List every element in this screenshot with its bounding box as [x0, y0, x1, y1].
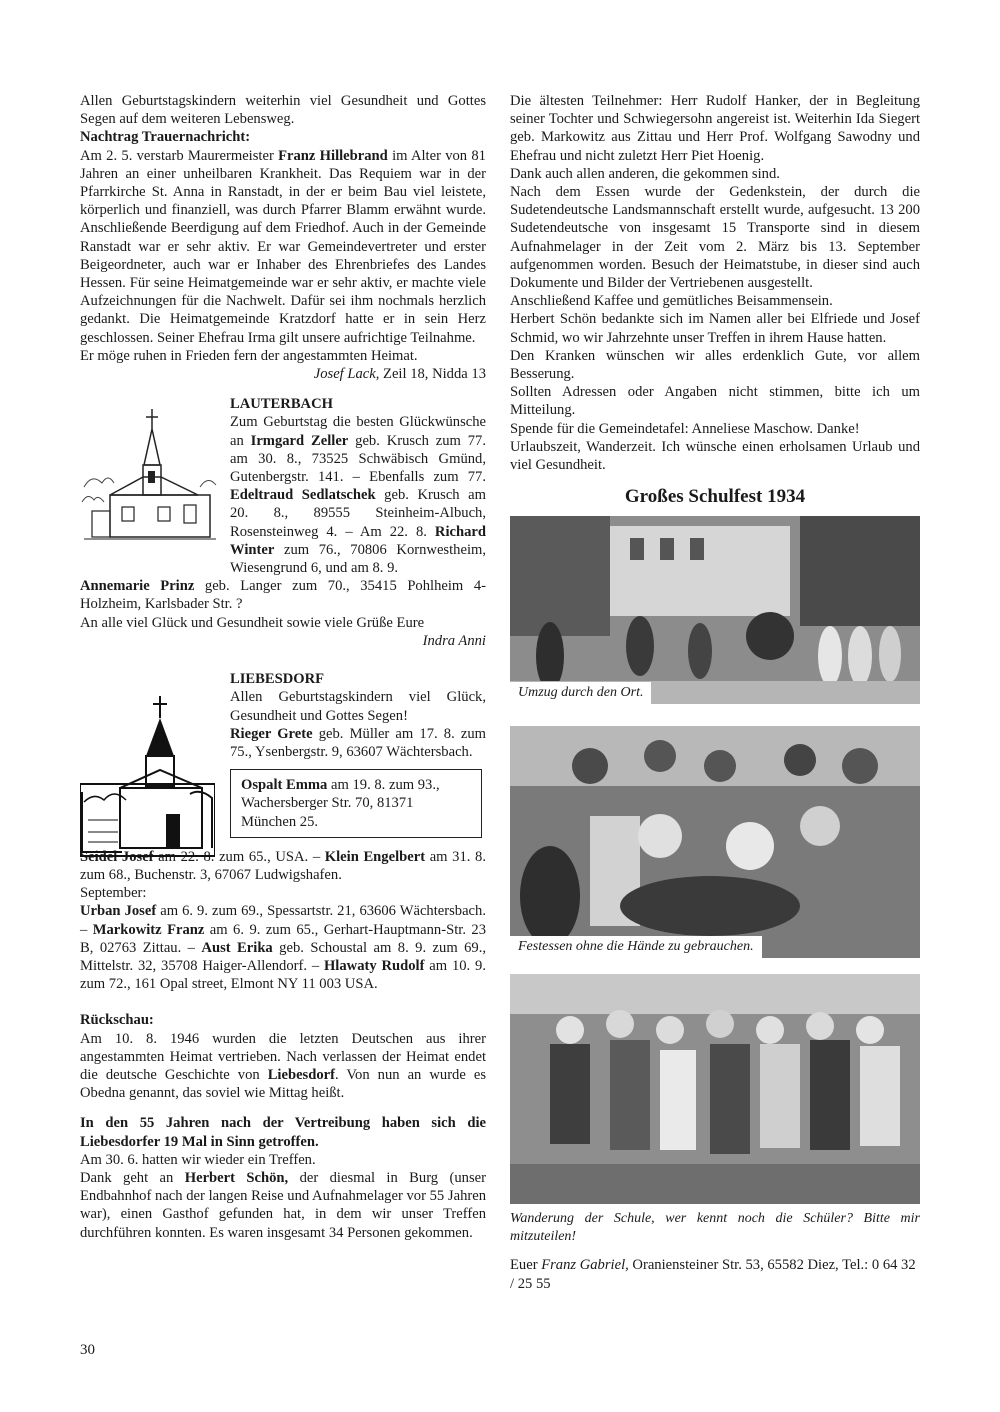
lauterbach-close: An alle viel Glück und Gesundheit sowie viele Grüße Eure	[80, 614, 425, 631]
photo-hike	[510, 974, 920, 1204]
right-p2: Dank auch allen anderen, die gekommen sind.	[510, 165, 780, 182]
highlight-box-text: Ospalt Emma am 19. 8. zum 93., Wachersberger Str. 70, 81371 München 25.	[241, 777, 440, 830]
signature-anni: Indra Anni	[422, 632, 486, 649]
caption-feast: Festessen ohne die Hände zu gebrauchen.	[510, 936, 762, 958]
photo-parade	[510, 516, 920, 704]
lauterbach-chapel-drawing	[80, 407, 220, 557]
september-text: Urban Josef am 6. 9. zum 69., Spessartstr. 21, 63606 Wächtersbach. – Markowitz Franz am 6. 9. zum 65., Gerhart-Hauptmann-Str. 23 B, 02763 Zittau. – Aust Erika geb. Schoustal am 8. 9. zum 69., Mittelstr. 32, 35708 Haiger-Allendorf. – Hlawaty Rudolf am 10. 9. zum 72., 161 Opal street, Elmont NY 11 003 USA.	[80, 903, 486, 993]
final-signature: Euer Franz Gabriel, Oraniensteiner Str. 53, 65582 Diez, Tel.: 0 64 32 / 25 55	[510, 1257, 916, 1292]
liebesdorf-church-drawing	[80, 692, 215, 860]
page-number: 30	[80, 1342, 95, 1358]
lauterbach-section	[80, 395, 486, 650]
liebesdorf-intro: Allen Geburtstagskindern viel Glück, Gesundheit und Gottes Segen!	[230, 689, 486, 724]
photo-feast	[510, 726, 920, 958]
right-p9: Urlaubszeit, Wanderzeit. Ich wünsche einen erholsamen Urlaub und viel Gesundheit.	[510, 438, 920, 474]
signature-lack: Josef Lack, Zeil 18, Nidda 13	[313, 366, 486, 383]
nachtrag-heading: Nachtrag Trauernachricht:	[80, 129, 251, 146]
liebesdorf-section	[80, 670, 486, 993]
schulfest-title: Großes Schulfest 1934	[624, 486, 806, 508]
lauterbach-text-cont: Annemarie Prinz geb. Langer zum 70., 35415 Pohlheim 4-Holzheim, Karlsbader Str. ?	[80, 578, 486, 613]
lauterbach-heading: LAUTERBACH	[230, 396, 333, 413]
left-column	[80, 92, 486, 1242]
highlight-box	[230, 769, 482, 838]
right-column	[510, 92, 920, 1293]
years-heading: In den 55 Jahren nach der Vertreibung haben sich die Liebesdorfer 19 Mal in Sinn getroffen.	[80, 1115, 486, 1150]
birthday-wishes: Allen Geburtstagskindern weiterhin viel Gesundheit und Gottes Segen auf dem weiteren Lebensweg.	[80, 93, 486, 128]
liebesdorf-heading: LIEBESDORF	[230, 671, 325, 688]
right-p1: Die ältesten Teilnehmer: Herr Rudolf Hanker, der in Begleitung seiner Tochter und Schwiegersohn angereist ist. Weiterhin Ida Siegert geb. Markowitz aus Zittau und Herr Prof. Wolfgang Sawodny und Ehefrau und nicht zuletzt Herr Piet Hoenig.	[510, 93, 920, 164]
right-p8: Spende für die Gemeindetafel: Anneliese Maschow. Danke!	[510, 420, 860, 437]
right-p3: Nach dem Essen wurde der Gedenkstein, der durch die Sudetendeutsche Landsmannschaft erstellt wurde, aufgesucht. 13 200 Sudetendeutsche von insgesamt 15 Transporte sind in diesem Aufnahmelager in der Zeit vom 2. März bis 13. September aufgenommen worden. Besuch der Heimatstube, in dieser sind auch Dokumente und Bilder der Vertriebenen ausgestellt.	[510, 184, 920, 292]
caption-hike: Wanderung der Schule, wer kennt noch die Schüler? Bitte mir mitzuteilen!	[510, 1211, 920, 1245]
nachtrag-text: Am 2. 5. verstarb Maurermeister Franz Hillebrand im Alter von 81 Jahren an einer unheilbaren Krankheit. Das Requiem war in der Pfarrkirche St. Anna in Ranstadt, in der er beim Bau viel leistete, körperlich und finanziell, was durch Pfarrer Blamm erwähnt wurde. Anschließende Beerdigung auf dem Friedhof. Auch in der Gemeinde Ranstadt war er sehr aktiv. Er war Gemeindevertreter und erster Beigeordneter, auch war er Inhaber des Ehrenbriefes des Landes Hessen. Für seine Heimatgemeinde war er sehr aktiv, er machte viele Aufzeichnungen für die Nachwelt. Dafür sei ihm nochmals herzlich gedankt. Die Heimatgemeinde Kratzdorf hatte er in sein Herz geschlossen. Seiner Ehefrau Irma gilt unsere aufrichtige Teilnahme.	[80, 147, 486, 346]
right-p7: Sollten Adressen oder Angaben nicht stimmen, bitte ich um Mitteilung.	[510, 384, 920, 419]
liebesdorf-text-cont: Seidel Josef am 22. 8. zum 65., USA. – Klein Engelbert am 31. 8. zum 68., Buchenstr. 3, 67067 Ludwigshafen.	[80, 848, 486, 883]
right-p6: Den Kranken wünschen wir alles erdenklich Gute, vor allem Besserung.	[510, 347, 920, 383]
right-p5: Herbert Schön bedankte sich im Namen aller bei Elfriede und Josef Schmid, wo wir Jahrzehnte unser Treffen in ihrem Hause hatten.	[510, 311, 920, 346]
nachtrag-close: Er möge ruhen in Frieden fern der angestammten Heimat.	[80, 347, 418, 364]
years-text: Am 30. 6. hatten wir wieder ein Treffen.	[80, 1151, 316, 1168]
liebesdorf-text: Rieger Grete geb. Müller am 17. 8. zum 75., Ysenbergstr. 9, 63607 Wächtersbach.	[230, 725, 486, 760]
lauterbach-text: Zum Geburtstag die besten Glückwünsche an Irmgard Zeller geb. Krusch zum 77. am 30. 8., 73525 Schwäbisch Gmünd, Gutenbergstr. 141. – Ebenfalls zum 77. Edeltraud Sedlatschek geb. Krusch am 20. 8., 89555 Steinheim-Albuch, Rosensteinweg 4. – Am 22. 8. Richard Winter zum 76., 70806 Kornwestheim, Wiesengrund 6, und am 8. 9.	[230, 414, 486, 577]
september-label: September:	[80, 885, 147, 902]
dank-text: Dank geht an Herbert Schön, der diesmal in Burg (unser Endbahnhof nach der langen Reise und Aufnahmelager vor 55 Jahren war), einen Gasthof gefunden hat, in dem wir unser Treffen durchführen konnten. Es waren insgesamt 34 Personen gekommen.	[80, 1169, 486, 1241]
rueckschau-text: Am 10. 8. 1946 wurden die letzten Deutschen aus ihrer angestammten Heimat vertrieben. Nach verlassen der Heimat endet die deutsche Geschichte von Liebesdorf. Von nun an wurde es Obedna genannt, das soviel wie Mittag heißt.	[80, 1030, 487, 1102]
right-p4: Anschließend Kaffee und gemütliches Beisammensein.	[510, 293, 833, 310]
rueckschau-heading: Rückschau:	[80, 1012, 154, 1029]
caption-parade: Umzug durch den Ort.	[510, 682, 651, 704]
